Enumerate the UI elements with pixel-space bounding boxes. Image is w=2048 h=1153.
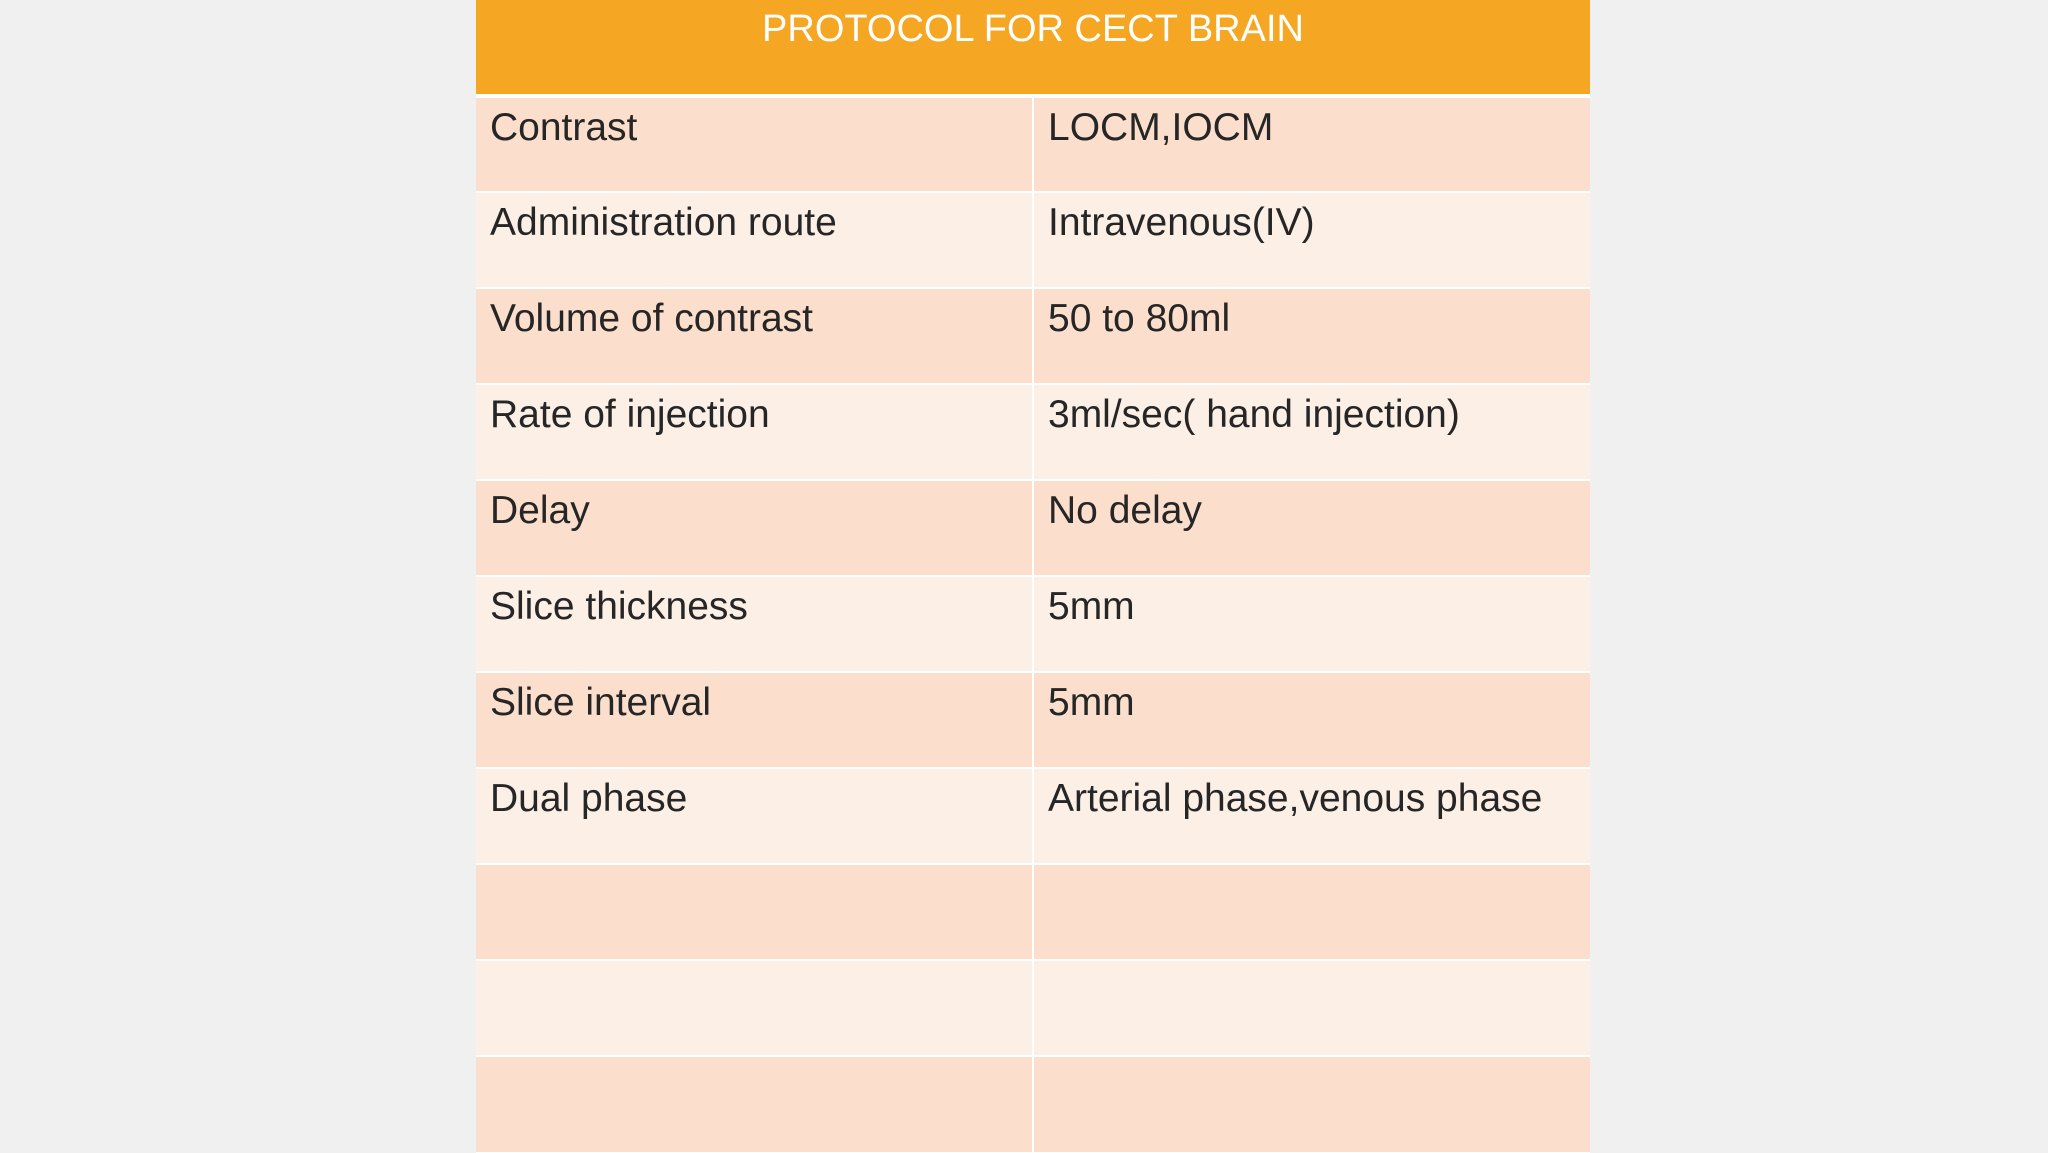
table-row <box>476 288 1590 384</box>
table-row-empty <box>476 1056 1590 1152</box>
row-label <box>476 1056 1033 1152</box>
row-value: 5mm <box>1033 672 1590 768</box>
table-row <box>476 96 1590 192</box>
row-value: Intravenous(IV) <box>1033 192 1590 288</box>
row-value <box>1033 864 1590 960</box>
row-value: Arterial phase,venous phase <box>1033 768 1590 864</box>
table-row <box>476 384 1590 480</box>
protocol-table <box>476 0 1590 1153</box>
row-label: Administration route <box>476 192 1033 288</box>
table-title: PROTOCOL FOR CECT BRAIN <box>476 0 1590 96</box>
row-value <box>1033 1056 1590 1152</box>
row-value: 3ml/sec( hand injection) <box>1033 384 1590 480</box>
table-row <box>476 576 1590 672</box>
row-value: 5mm <box>1033 576 1590 672</box>
row-label: Slice thickness <box>476 576 1033 672</box>
table-row-empty <box>476 864 1590 960</box>
table-row <box>476 672 1590 768</box>
row-label: Dual phase <box>476 768 1033 864</box>
table-row-empty <box>476 960 1590 1056</box>
row-label: Rate of injection <box>476 384 1033 480</box>
table-row <box>476 192 1590 288</box>
row-label: Volume of contrast <box>476 288 1033 384</box>
row-label <box>476 960 1033 1056</box>
table-row <box>476 768 1590 864</box>
table-header-row <box>476 0 1590 96</box>
table-row <box>476 480 1590 576</box>
row-value: LOCM,IOCM <box>1033 96 1590 192</box>
row-value <box>1033 960 1590 1056</box>
row-label <box>476 864 1033 960</box>
row-label: Slice interval <box>476 672 1033 768</box>
row-value: No delay <box>1033 480 1590 576</box>
row-label: Delay <box>476 480 1033 576</box>
row-label: Contrast <box>476 96 1033 192</box>
row-value: 50 to 80ml <box>1033 288 1590 384</box>
